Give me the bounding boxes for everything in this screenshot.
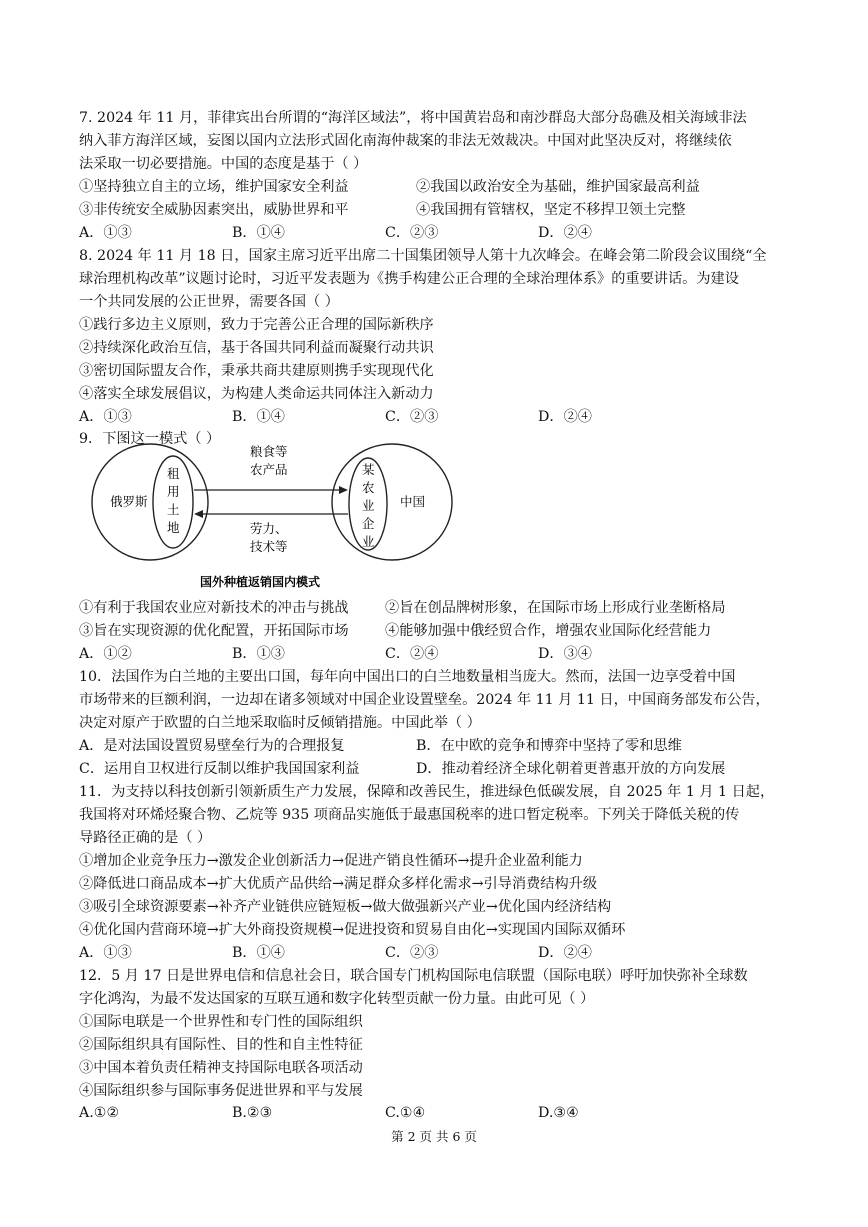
q7-item: ②我国以政治安全为基础，维护国家最高利益: [416, 179, 700, 195]
china-label: 中国: [400, 494, 426, 509]
right-inner-char: 某: [362, 462, 375, 477]
q11-stem-line: 11．为支持以科技创新引领新质生产力发展，保障和改善民生，推进绿色低碳发展，自 2025 年 1 月 1 日起，: [79, 784, 775, 800]
q8-stem-line: 8. 2024 年 11 月 18 日，国家主席习近平出席二十国集团领导人第十九次峰会。在峰会第二阶段会议围绕“全: [79, 248, 767, 264]
arrow-top-label: 农产品: [250, 462, 288, 477]
q10-stem-line: 市场带来的巨额利润，一边却在诸多领域对中国企业设置壁垒。2024 年 11 月 11 日，中国商务部发布公告，: [79, 692, 770, 708]
left-inner-char: 土: [167, 502, 180, 517]
right-inner-char: 企: [362, 516, 375, 531]
q9-options: [79, 644, 799, 664]
q12-item: ④国际组织参与国际事务促进世界和平与发展: [79, 1083, 363, 1099]
q10-stem-line: 10．法国作为白兰地的主要出口国，每年向中国出口的白兰地数量相当庞大。然而，法国一边享受着中国: [79, 669, 736, 685]
q8-stem-line: 一个共同发展的公正世界，需要各国（ ）: [79, 294, 339, 310]
china-circle: [332, 444, 452, 560]
q12-option-d[interactable]: D.③④: [538, 1105, 579, 1121]
right-inner-char: 农: [362, 480, 375, 495]
q10-option-a[interactable]: A．是对法国设置贸易壁垒行为的合理报复: [79, 738, 345, 754]
q7-option-c[interactable]: C．②③: [385, 225, 439, 241]
q8-stem-line: 球治理机构改革”议题讨论时，习近平发表题为《携手构建公正合理的全球治理体系》的重要讲话。为建设: [79, 271, 739, 287]
q7-item: ①坚持独立自主的立场，维护国家安全利益: [79, 179, 349, 195]
q11-item: ④优化国内营商环境→扩大外商投资规模→促进投资和贸易自由化→实现国内国际双循环: [79, 922, 626, 938]
q8-options: [79, 407, 799, 427]
q7-stem-line: 7. 2024 年 11 月，菲律宾出台所谓的“海洋区域法”，将中国黄岩岛和南沙群岛大部分岛礁及相关海域非法: [79, 110, 747, 126]
q12-option-c[interactable]: C.①④: [385, 1105, 426, 1121]
q10-option-b[interactable]: B．在中欧的竞争和博弈中坚持了零和思维: [416, 738, 682, 754]
q9-item: ③旨在实现资源的优化配置，开拓国际市场: [79, 623, 349, 639]
q9-option-a[interactable]: A．①②: [79, 646, 132, 662]
q8-item: ①践行多边主义原则，致力于完善公正合理的国际新秩序: [79, 317, 434, 333]
arrow-head: [194, 510, 203, 518]
arrow-bottom-label: 劳力、: [250, 521, 288, 536]
q9-option-d[interactable]: D．③④: [538, 646, 592, 662]
q8-item: ④落实全球发展倡议，为构建人类命运共同体注入新动力: [79, 386, 434, 402]
q12-options: [79, 1103, 799, 1123]
q11-option-a[interactable]: A．①③: [79, 945, 132, 961]
q10-stem-line: 决定对原产于欧盟的白兰地采取临时反倾销措施。中国此举（ ）: [79, 715, 481, 731]
q11-item: ①增加企业竞争压力→激发企业创新活力→促进产销良性循环→提升企业盈利能力: [79, 853, 583, 869]
right-inner-char: 业: [362, 498, 375, 513]
q11-stem-line: 我国将对环烯烃聚合物、乙烷等 935 项商品实施低于最惠国税率的进口暂定税率。下列关于降低关税的传: [79, 807, 740, 823]
left-inner-char: 用: [167, 484, 180, 499]
arrow-top-label: 粮食等: [250, 444, 288, 459]
q11-item: ③吸引全球资源要素→补齐产业链供应链短板→做大做强新兴产业→优化国内经济结构: [79, 899, 612, 915]
q7-stem-line: 纳入菲方海洋区域，妄图以国内立法形式固化南海仲裁案的非法无效裁决。中国对此坚决反对，将继续依: [79, 133, 732, 149]
q8-option-a[interactable]: A．①③: [79, 409, 132, 425]
q11-option-b[interactable]: B．①④: [232, 945, 285, 961]
q11-item: ②降低进口商品成本→扩大优质产品供给→满足群众多样化需求→引导消费结构升级: [79, 876, 598, 892]
q9-option-c[interactable]: C．②④: [385, 646, 439, 662]
q7-item: ③非传统安全威胁因素突出，威胁世界和平: [79, 202, 349, 218]
q10-option-c[interactable]: C．运用自卫权进行反制以维护我国国家利益: [79, 761, 360, 777]
q7-stem-line: 法采取一切必要措施。中国的态度是基于（ ）: [79, 156, 368, 172]
q12-item: ②国际组织具有国际性、目的性和自主性特征: [79, 1037, 363, 1053]
q10-option-d[interactable]: D．推动着经济全球化朝着更普惠开放的方向发展: [416, 761, 726, 777]
right-inner-char: 业: [362, 534, 375, 549]
arrow-bottom-label: 技术等: [250, 539, 288, 554]
q8-option-c[interactable]: C．②③: [385, 409, 439, 425]
q12-stem-line: 字化鸿沟，为最不发达国家的互联互通和数字化转型贡献一份力量。由此可见（ ）: [79, 991, 595, 1007]
q7-item: ④我国拥有管辖权，坚定不移捍卫领土完整: [416, 202, 686, 218]
q9-item: ①有利于我国农业应对新技术的冲击与挑战: [79, 600, 349, 616]
q9-item: ④能够加强中俄经贸合作，增强农业国际化经营能力: [385, 623, 712, 639]
russia-label: 俄罗斯: [110, 494, 148, 509]
q9-diagram: [90, 440, 480, 600]
q12-stem-line: 12．5 月 17 日是世界电信和信息社会日，联合国专门机构国际电信联盟（国际电联）呼吁加快弥补全球数: [79, 968, 748, 984]
q7-option-d[interactable]: D．②④: [538, 225, 592, 241]
arrow-head: [339, 486, 348, 494]
q7-options: [79, 223, 799, 243]
q9-option-b[interactable]: B．①③: [232, 646, 285, 662]
left-inner-char: 租: [167, 466, 180, 481]
q11-option-c[interactable]: C．②③: [385, 945, 439, 961]
q12-option-a[interactable]: A.①②: [79, 1105, 120, 1121]
q9-item: ②旨在创品牌树形象，在国际市场上形成行业垄断格局: [385, 600, 726, 616]
q7-option-b[interactable]: B．①④: [232, 225, 285, 241]
q12-item: ③中国本着负责任精神支持国际电联各项活动: [79, 1060, 363, 1076]
q11-options: [79, 943, 799, 963]
q8-item: ③密切国际盟友合作，秉承共商共建原则携手实现现代化: [79, 363, 434, 379]
q11-option-d[interactable]: D．②④: [538, 945, 592, 961]
q12-option-b[interactable]: B.②③: [232, 1105, 273, 1121]
q11-stem-line: 导路径正确的是（ ）: [79, 830, 212, 846]
q12-item: ①国际电联是一个世界性和专门性的国际组织: [79, 1014, 363, 1030]
q8-item: ②持续深化政治互信，基于各国共同利益而凝聚行动共识: [79, 340, 434, 356]
left-inner-char: 地: [167, 520, 180, 535]
q7-option-a[interactable]: A．①③: [79, 225, 132, 241]
q9-stem: 9．下图这一模式（ ）: [79, 431, 221, 447]
diagram-caption: 国外种植返销国内模式: [200, 575, 321, 589]
q8-option-d[interactable]: D．②④: [538, 409, 592, 425]
q8-option-b[interactable]: B．①④: [232, 409, 285, 425]
page-footer: 第 2 页 共 6 页: [391, 1129, 477, 1144]
